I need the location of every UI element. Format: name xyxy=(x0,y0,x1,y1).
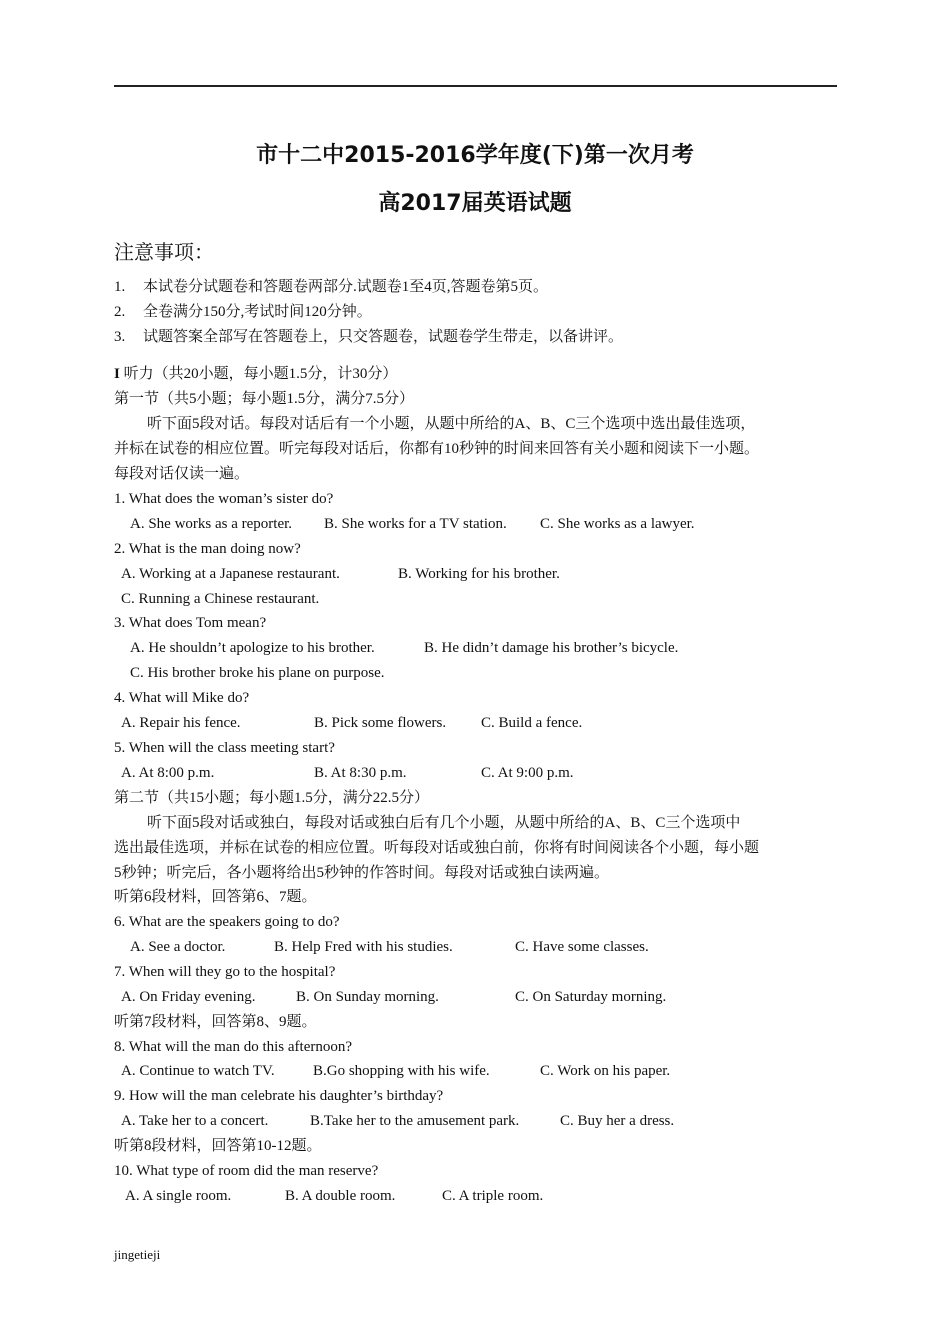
option-b: B. On Sunday morning. xyxy=(296,989,439,1005)
question-text: 3. What does Tom mean? xyxy=(114,615,267,631)
option-a: A. Take her to a concert. xyxy=(121,1113,269,1129)
header-rule xyxy=(114,85,837,87)
instruction-line: 每段对话仅读一遍。 xyxy=(114,466,250,482)
note-number: 3. xyxy=(114,329,126,345)
note-number: 1. xyxy=(114,279,126,295)
option-b: B. Help Fred with his studies. xyxy=(274,939,453,955)
option-c: C. Buy her a dress. xyxy=(560,1113,675,1129)
exam-subtitle: 高2017届英语试题 xyxy=(378,191,572,216)
question-text: 4. What will Mike do? xyxy=(114,690,250,706)
option-b: B. At 8:30 p.m. xyxy=(314,765,407,781)
option-b: B. Working for his brother. xyxy=(398,566,560,582)
instruction-line: 听下面5段对话或独白，每段对话或独白后有几个小题，从题中所给的A、B、C三个选项中 xyxy=(147,815,741,831)
exam-title: 市十二中2015-2016学年度(下)第一次月考 xyxy=(256,143,694,168)
option-a: A. Repair his fence. xyxy=(121,715,241,731)
question-text: 8. What will the man do this afternoon? xyxy=(114,1039,353,1055)
option-b: B.Take her to the amusement park. xyxy=(310,1113,520,1129)
part-heading: 第一节（共5小题；每小题1.5分，满分7.5分） xyxy=(114,391,415,407)
instruction-line: 听下面5段对话。每段对话后有一个小题，从题中所给的A、B、C三个选项中选出最佳选项， xyxy=(147,416,756,432)
option-c: C. At 9:00 p.m. xyxy=(481,765,574,781)
note-text: 全卷满分150分,考试时间120分钟。 xyxy=(143,304,372,320)
section-heading xyxy=(114,365,397,383)
question-text: 2. What is the man doing now? xyxy=(114,541,301,557)
option-b: B. She works for a TV station. xyxy=(324,516,507,532)
option-c: C. Work on his paper. xyxy=(540,1063,671,1079)
option-b: B. He didn’t damage his brother’s bicycle. xyxy=(424,640,679,656)
section-title: 听力（共20小题，每小题1.5分，计30分） xyxy=(123,366,398,382)
question-text: 6. What are the speakers going to do? xyxy=(114,914,340,930)
option-c: C. On Saturday morning. xyxy=(515,989,667,1005)
note-number: 2. xyxy=(114,304,126,320)
option-a: A. He shouldn’t apologize to his brother. xyxy=(130,640,375,656)
notes-heading: 注意事项： xyxy=(114,242,214,264)
option-a: A. She works as a reporter. xyxy=(130,516,293,532)
footer-text: jingetieji xyxy=(114,1247,161,1262)
option-c: C. Running a Chinese restaurant. xyxy=(121,591,320,607)
option-a: A. Continue to watch TV. xyxy=(121,1063,275,1079)
option-a: A. A single room. xyxy=(125,1188,232,1204)
instruction-line: 5秒钟；听完后，各小题将给出5秒钟的作答时间。每段对话或独白读两遍。 xyxy=(114,865,610,881)
option-b: B. A double room. xyxy=(285,1188,396,1204)
material-note: 听第6段材料，回答第6、7题。 xyxy=(114,889,317,905)
question-text: 5. When will the class meeting start? xyxy=(114,740,335,756)
question-text: 1. What does the woman’s sister do? xyxy=(114,491,334,507)
question-text: 10. What type of room did the man reserve? xyxy=(114,1163,379,1179)
option-c: C. His brother broke his plane on purpose. xyxy=(130,665,385,681)
material-note: 听第8段材料，回答第10-12题。 xyxy=(114,1138,322,1154)
note-text: 本试卷分试题卷和答题卷两部分.试题卷1至4页,答题卷第5页。 xyxy=(143,279,549,295)
question-text: 9. How will the man celebrate his daughter’s birthday? xyxy=(114,1088,444,1104)
option-a: A. Working at a Japanese restaurant. xyxy=(121,566,340,582)
section-number: I xyxy=(114,366,120,382)
option-c: C. She works as a lawyer. xyxy=(540,516,695,532)
option-c: C. Have some classes. xyxy=(515,939,649,955)
option-a: A. On Friday evening. xyxy=(121,989,256,1005)
question-text: 7. When will they go to the hospital? xyxy=(114,964,336,980)
material-note: 听第7段材料，回答第8、9题。 xyxy=(114,1014,317,1030)
instruction-line: 选出最佳选项，并标在试卷的相应位置。听每段对话或独白前，你将有时间阅读各个小题，每小题 xyxy=(114,840,760,856)
note-text: 试题答案全部写在答题卷上，只交答题卷，试题卷学生带走，以备讲评。 xyxy=(143,329,624,345)
option-b: B.Go shopping with his wife. xyxy=(313,1063,490,1079)
option-a: A. At 8:00 p.m. xyxy=(121,765,215,781)
option-c: C. A triple room. xyxy=(442,1188,544,1204)
instruction-line: 并标在试卷的相应位置。听完每段对话后，你都有10秒钟的时间来回答有关小题和阅读下一小题。 xyxy=(114,441,760,457)
option-c: C. Build a fence. xyxy=(481,715,583,731)
part-heading: 第二节（共15小题；每小题1.5分，满分22.5分） xyxy=(114,790,430,806)
option-a: A. See a doctor. xyxy=(130,939,226,955)
option-b: B. Pick some flowers. xyxy=(314,715,447,731)
